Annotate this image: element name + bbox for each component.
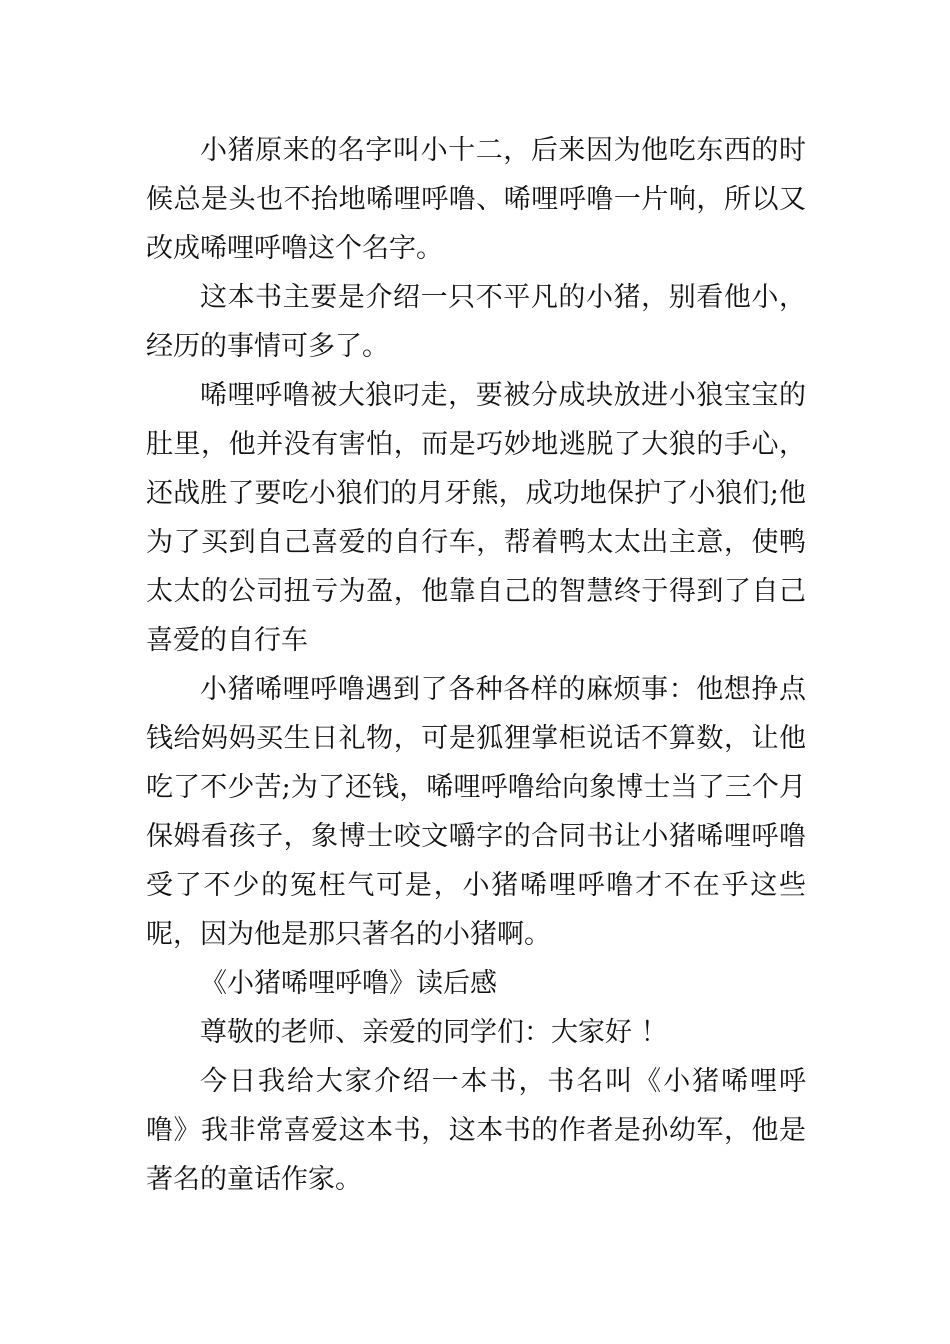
paragraph-intro-name: 小猪原来的名字叫小十二，后来因为他吃东西的时候总是头也不抬地唏哩呼噜、唏哩呼噜一片响，所以又改成唏哩呼噜这个名字。 xyxy=(146,135,806,264)
paragraph-wolf-story: 唏哩呼噜被大狼叼走，要被分成块放进小狼宝宝的肚里，他并没有害怕，而是巧妙地逃脱了大狼的手心，还战胜了要吃小狼们的月牙熊，成功地保护了小狼们;他为了买到自己喜爱的自行车，帮着鸭太太出主意，使鸭太太的公司扭亏为盈，他靠自己的智慧终于得到了自己喜爱的自行车 xyxy=(146,380,806,656)
document-body xyxy=(146,126,806,1204)
paragraph-book-summary: 这本书主要是介绍一只不平凡的小猪，别看他小，经历的事情可多了。 xyxy=(146,282,806,362)
section-title: 《小猪唏哩呼噜》读后感 xyxy=(200,968,497,999)
paragraph-book-intro: 今日我给大家介绍一本书，书名叫《小猪唏哩呼噜》我非常喜爱这本书，这本书的作者是孙幼军，他是著名的童话作家。 xyxy=(146,1066,806,1195)
paragraph-troubles: 小猪唏哩呼噜遇到了各种各样的麻烦事：他想挣点钱给妈妈买生日礼物，可是狐狸掌柜说话不算数，让他吃了不少苦;为了还钱，唏哩呼噜给向象博士当了三个月保姆看孩子，象博士咬文嚼字的合同书让小猪唏哩呼噜受了不少的冤枉气可是，小猪唏哩呼噜才不在乎这些呢，因为他是那只著名的小猪啊。 xyxy=(146,674,806,950)
greeting: 尊敬的老师、亲爱的同学们：大家好 ！ xyxy=(200,1017,668,1048)
